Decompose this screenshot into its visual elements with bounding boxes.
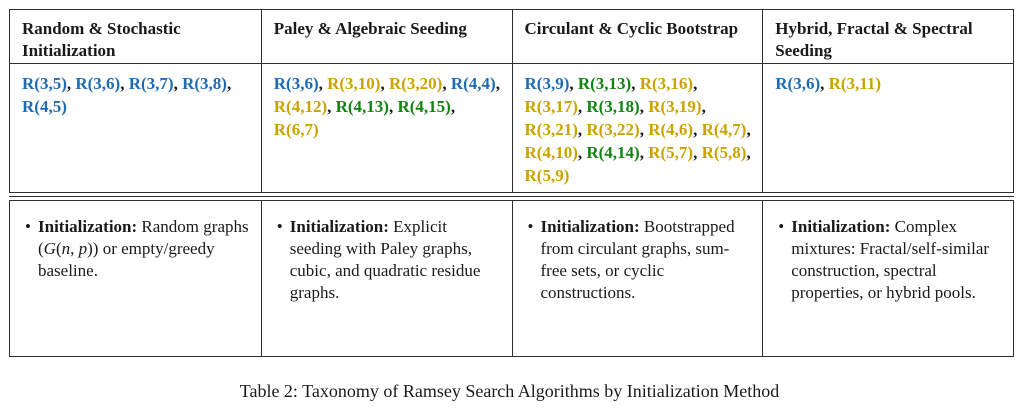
ramsey-number: R(4,5) bbox=[22, 97, 67, 116]
bullet-icon: • bbox=[25, 217, 31, 236]
ramsey-number: R(4,13), bbox=[335, 97, 394, 116]
ramsey-number: R(3,7), bbox=[128, 74, 178, 93]
ramsey-number: R(3,5), bbox=[22, 74, 72, 93]
table-caption: Table 2: Taxonomy of Ramsey Search Algorithms by Initialization Method bbox=[239, 381, 780, 401]
ramsey-number: R(3,17), bbox=[524, 97, 583, 116]
bullet-icon: • bbox=[276, 217, 283, 236]
header-hybrid-fractal-spectral: Hybrid, Fractal & Spectral Seeding bbox=[762, 10, 1013, 64]
ramsey-number: R(4,6), bbox=[648, 120, 698, 139]
values-cell-random-stochastic bbox=[10, 64, 261, 192]
ramsey-number: R(3,13), bbox=[577, 74, 636, 93]
desc-cell-hybrid-fractal-spectral bbox=[762, 201, 1013, 356]
ramsey-number: R(4,7), bbox=[701, 120, 751, 139]
ramsey-number: R(3,20), bbox=[388, 74, 447, 93]
ramsey-number: R(3,6), bbox=[775, 74, 825, 93]
ramsey-number: R(5,8), bbox=[701, 143, 751, 162]
header-paley-algebraic: Paley & Algebraic Seeding bbox=[261, 10, 512, 64]
desc-text: Initialization: Bootstrapped from circulant graphs, sum-free sets, or cyclic constructions. bbox=[540, 217, 735, 302]
ramsey-number: R(3,6), bbox=[273, 74, 323, 93]
ramsey-number: R(4,14), bbox=[586, 143, 644, 162]
initialization-label: Initialization: bbox=[289, 217, 389, 236]
ramsey-number: R(3,21), bbox=[524, 120, 583, 139]
desc-text: Initialization: Random graphs (G(n, p)) or empty/greedy baseline. bbox=[38, 217, 249, 280]
ramsey-number: R(4,12), bbox=[273, 97, 332, 116]
ramsey-number: R(3,18), bbox=[586, 97, 644, 116]
ramsey-number: R(3,11) bbox=[828, 74, 882, 93]
initialization-label: Initialization: bbox=[791, 217, 891, 236]
ramsey-number: R(3,22), bbox=[586, 120, 644, 139]
ramsey-number: R(5,9) bbox=[524, 166, 570, 185]
ramsey-number: R(6,7) bbox=[273, 120, 319, 139]
values-cell-hybrid-fractal-spectral bbox=[762, 64, 1013, 192]
taxonomy-table-values bbox=[9, 9, 1014, 193]
values-cell-paley-algebraic bbox=[261, 64, 512, 192]
ramsey-number: R(3,10), bbox=[327, 74, 385, 93]
initialization-label: Initialization: bbox=[540, 217, 640, 236]
ramsey-number: R(3,6), bbox=[75, 74, 125, 93]
taxonomy-table-descriptions bbox=[9, 200, 1014, 357]
initialization-label: Initialization: bbox=[38, 217, 138, 236]
bullet-icon: • bbox=[527, 217, 534, 236]
ramsey-number: R(4,10), bbox=[524, 143, 583, 162]
ramsey-number: R(3,19), bbox=[648, 97, 706, 116]
ramsey-number: R(5,7), bbox=[648, 143, 698, 162]
header-circulant-cyclic: Circulant & Cyclic Bootstrap bbox=[512, 10, 763, 64]
desc-text: Initialization: Explicit seeding with Paley graphs, cubic, and quadratic residue graphs. bbox=[289, 217, 481, 302]
header-random-stochastic: Random & Stochastic Initialization bbox=[10, 10, 261, 64]
ramsey-number: R(4,4), bbox=[450, 74, 500, 93]
desc-cell-circulant-cyclic bbox=[512, 201, 763, 356]
ramsey-number: R(4,15), bbox=[397, 97, 456, 116]
ramsey-number: R(3,9), bbox=[524, 74, 574, 93]
values-cell-circulant-cyclic bbox=[512, 64, 763, 192]
ramsey-number: R(3,16), bbox=[639, 74, 698, 93]
section-divider-rule bbox=[9, 196, 1014, 197]
ramsey-number: R(3,8), bbox=[182, 74, 232, 93]
bullet-icon: • bbox=[778, 217, 785, 236]
desc-text: Initialization: Complex mixtures: Fractal/self-similar construction, spectral properties, or hybrid pools. bbox=[791, 217, 990, 302]
desc-cell-paley-algebraic bbox=[261, 201, 512, 356]
desc-cell-random-stochastic bbox=[10, 201, 261, 356]
